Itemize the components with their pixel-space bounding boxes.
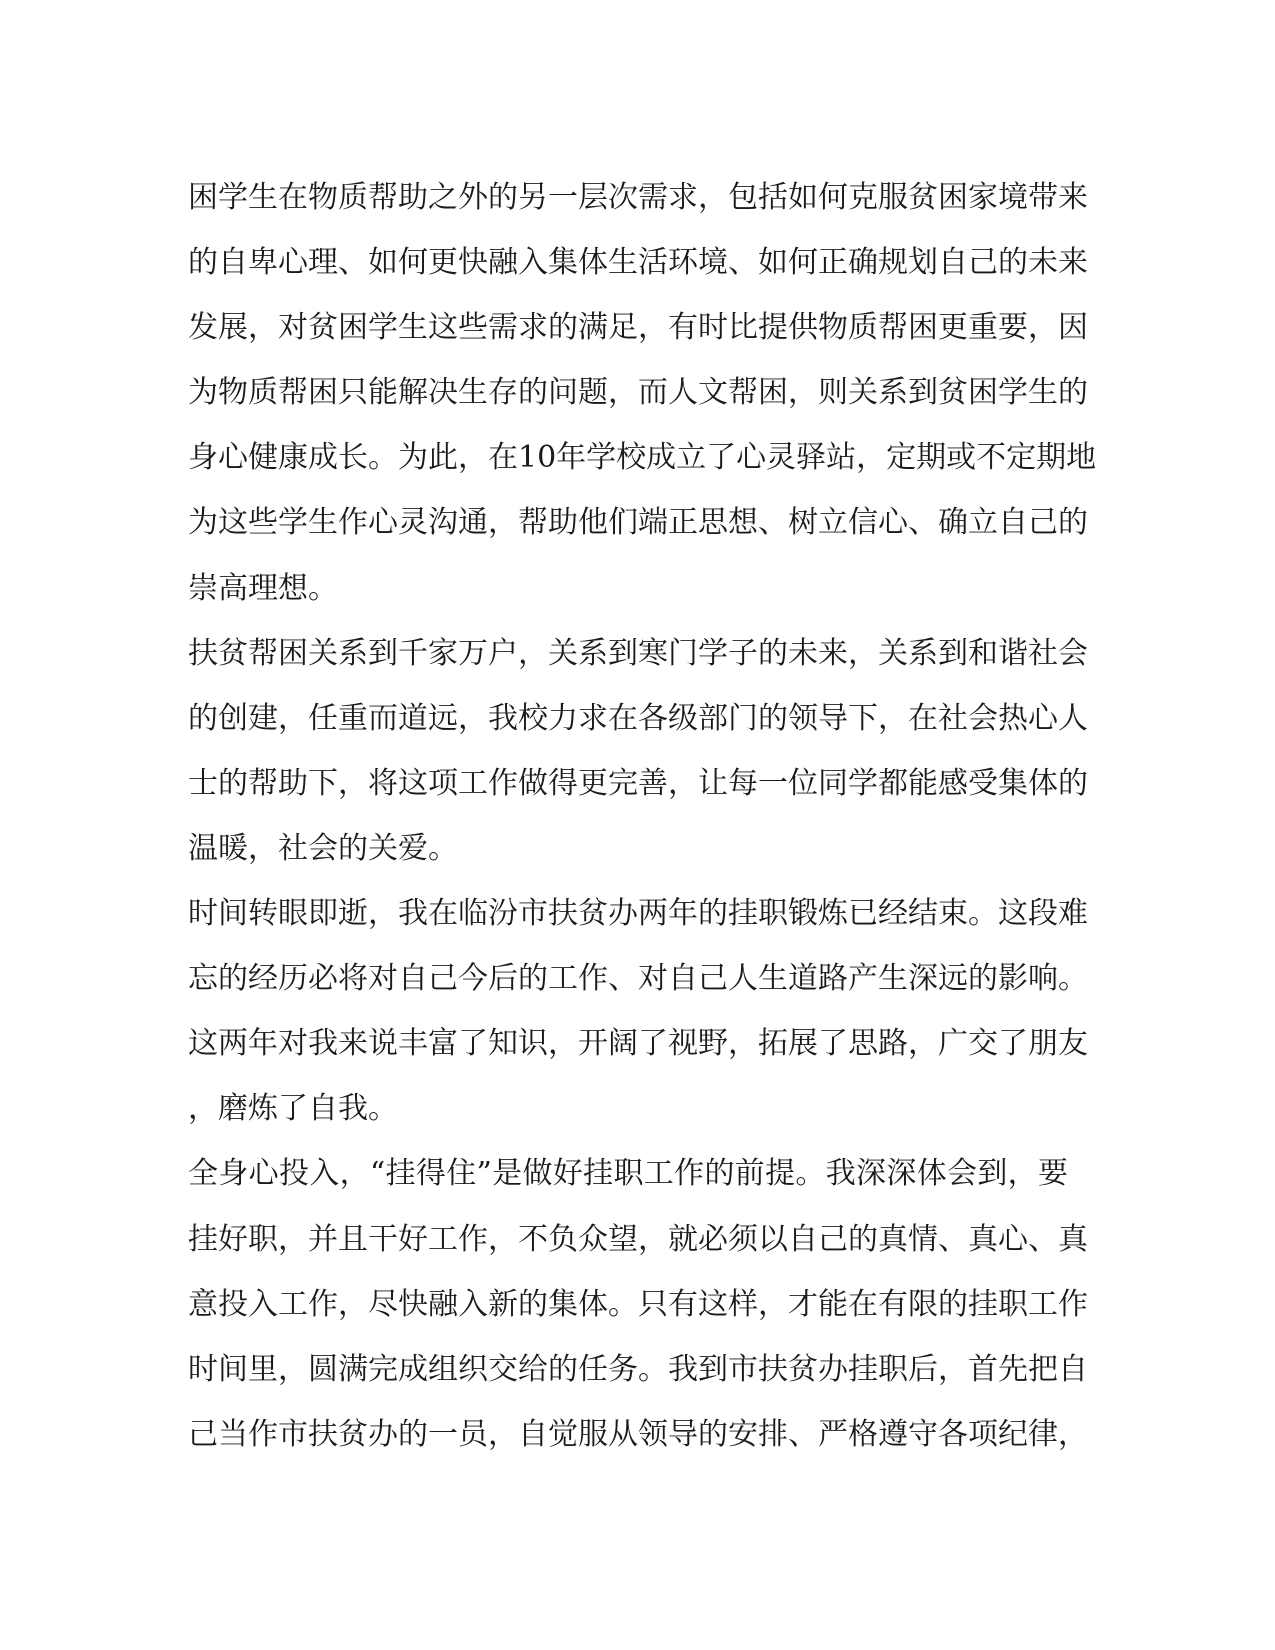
text-line: 的创建，任重而道远，我校力求在各级部门的领导下，在社会热心人	[188, 700, 1088, 736]
text-line: 意投入工作，尽快融入新的集体。只有这样，才能在有限的挂职工作	[188, 1286, 1088, 1322]
text-line: 身心健康成长。为此，在10年学校成立了心灵驿站，定期或不定期地	[188, 440, 1097, 476]
text-line: 全身心投入，“挂得住”是做好挂职工作的前提。我深深体会到，要	[188, 1156, 1068, 1192]
text-line: 这两年对我来说丰富了知识，开阔了视野，拓展了思路，广交了朋友	[188, 1026, 1088, 1062]
text-line: 时间里，圆满完成组织交给的任务。我到市扶贫办挂职后，首先把自	[188, 1351, 1088, 1387]
text-line: 忘的经历必将对自己今后的工作、对自己人生道路产生深远的影响。	[188, 961, 1088, 997]
text-line: 崇高理想。	[188, 570, 338, 606]
text-line: 为这些学生作心灵沟通，帮助他们端正思想、树立信心、确立自己的	[188, 505, 1088, 541]
text-line: 士的帮助下，将这项工作做得更完善，让每一位同学都能感受集体的	[188, 765, 1088, 801]
text-line: 己当作市扶贫办的一员，自觉服从领导的安排、严格遵守各项纪律，	[188, 1416, 1088, 1452]
text-line: 发展，对贫困学生这些需求的满足，有时比提供物质帮困更重要，因	[188, 310, 1088, 346]
text-line: 时间转眼即逝，我在临汾市扶贫办两年的挂职锻炼已经结束。这段难	[188, 896, 1088, 932]
body-text	[188, 165, 1097, 1467]
text-line: 的自卑心理、如何更快融入集体生活环境、如何正确规划自己的未来	[188, 245, 1088, 281]
text-line: 挂好职，并且干好工作，不负众望，就必须以自己的真情、真心、真	[188, 1221, 1088, 1257]
text-line: 为物质帮困只能解决生存的问题，而人文帮困，则关系到贫困学生的	[188, 375, 1088, 411]
text-line: 扶贫帮困关系到千家万户，关系到寒门学子的未来，关系到和谐社会	[188, 635, 1088, 671]
text-line: 温暖，社会的关爱。	[188, 830, 458, 866]
text-line: 困学生在物质帮助之外的另一层次需求，包括如何克服贫困家境带来	[188, 180, 1088, 215]
text-line: ，磨炼了自我。	[188, 1091, 398, 1127]
